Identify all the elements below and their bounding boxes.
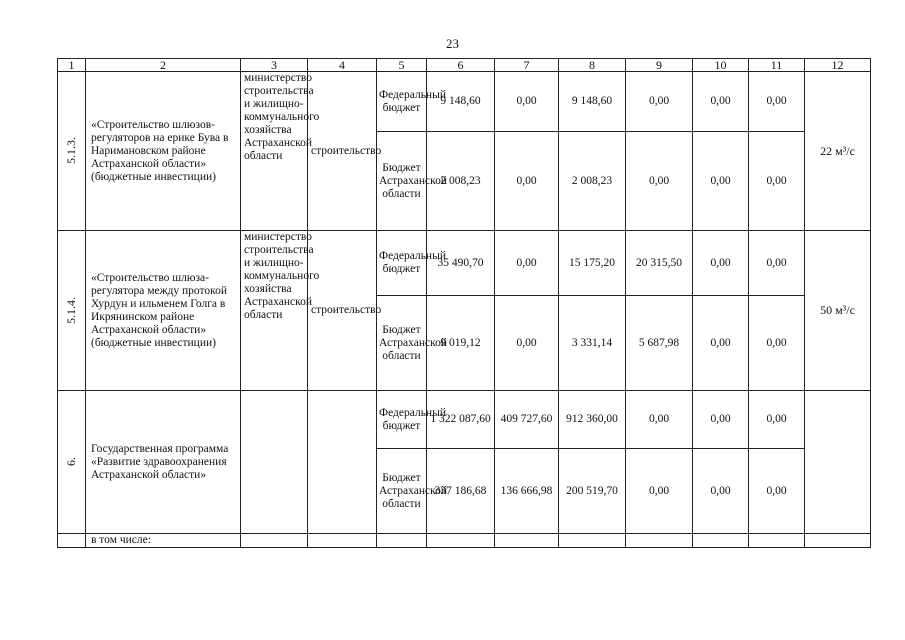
row-value: 0,00 [693,391,749,449]
footer-label: в том числе: [86,534,241,548]
row-value: 409 727,60 [495,391,559,449]
empty-cell [377,534,427,548]
header-cell: 11 [749,59,805,72]
header-cell: 10 [693,59,749,72]
row-value: 912 360,00 [559,391,626,449]
row-value: 9 148,60 [427,72,495,132]
footer-row [58,534,871,548]
row-value: 0,00 [693,132,749,231]
row-code: 5.1.3. [58,72,86,231]
empty-cell [58,534,86,548]
row-value: 0,00 [693,72,749,132]
row-value: 136 666,98 [495,449,559,534]
empty-cell [626,534,693,548]
row-source: Федеральный бюджет [377,72,427,132]
budget-table [57,58,871,548]
row-type [308,391,377,534]
row-code: 5.1.4. [58,231,86,391]
empty-cell [749,534,805,548]
row-value: 1 322 087,60 [427,391,495,449]
empty-cell [559,534,626,548]
row-value: 15 175,20 [559,231,626,296]
row-result: 22 м³/с [805,72,871,231]
header-cell: 7 [495,59,559,72]
row-source: Бюджет Астраханской области [377,132,427,231]
row-value: 200 519,70 [559,449,626,534]
row-value: 0,00 [626,132,693,231]
table-row [58,231,871,296]
row-value: 0,00 [693,296,749,391]
header-cell: 6 [427,59,495,72]
row-result [805,391,871,534]
row-name: «Строительство шлюзов-регуляторов на ерике Бува в Наримановском районе Астраханской области» (бюджетные инвестиции) [86,72,241,231]
row-executor [241,391,308,534]
row-name: «Строительство шлюза-регулятора между протокой Хурдун и ильменем Голга в Икрянинском районе Астраханской области» (бюджетные инвестиции) [86,231,241,391]
row-value: 0,00 [749,132,805,231]
row-executor: министерство строительства и жилищно-коммунального хозяйства Астраханской области [241,72,308,231]
row-value: 9 019,12 [427,296,495,391]
row-value: 2 008,23 [427,132,495,231]
empty-cell [693,534,749,548]
empty-cell [427,534,495,548]
header-cell: 1 [58,59,86,72]
row-source: Федеральный бюджет [377,391,427,449]
header-row [58,59,871,72]
row-value: 0,00 [749,296,805,391]
header-cell: 2 [86,59,241,72]
header-cell: 12 [805,59,871,72]
table-row [58,72,871,132]
row-value: 0,00 [495,72,559,132]
row-name: Государственная программа «Развитие здравоохранения Астраханской области» [86,391,241,534]
row-type: строительство [308,231,377,391]
row-source: Бюджет Астраханской области [377,449,427,534]
page-number: 23 [446,36,459,51]
row-value: 0,00 [495,132,559,231]
row-value: 3 331,14 [559,296,626,391]
row-value: 2 008,23 [559,132,626,231]
row-value: 0,00 [749,449,805,534]
row-value: 0,00 [626,391,693,449]
row-value: 0,00 [626,72,693,132]
row-value: 20 315,50 [626,231,693,296]
table-row [58,391,871,449]
header-cell: 9 [626,59,693,72]
row-value: 337 186,68 [427,449,495,534]
row-value: 0,00 [495,296,559,391]
row-value: 0,00 [749,72,805,132]
header-cell: 8 [559,59,626,72]
row-type: строительство [308,72,377,231]
row-source: Бюджет Астраханской области [377,296,427,391]
empty-cell [241,534,308,548]
row-code: 6. [58,391,86,534]
row-value: 0,00 [626,449,693,534]
row-value: 0,00 [749,231,805,296]
row-source: Федеральный бюджет [377,231,427,296]
row-value: 0,00 [693,449,749,534]
empty-cell [308,534,377,548]
header-cell: 4 [308,59,377,72]
header-cell: 3 [241,59,308,72]
row-value: 0,00 [749,391,805,449]
row-value: 0,00 [495,231,559,296]
empty-cell [495,534,559,548]
row-executor: министерство строительства и жилищно-коммунального хозяйства Астраханской области [241,231,308,391]
row-value: 9 148,60 [559,72,626,132]
empty-cell [805,534,871,548]
row-value: 5 687,98 [626,296,693,391]
row-result: 50 м³/с [805,231,871,391]
header-cell: 5 [377,59,427,72]
row-value: 35 490,70 [427,231,495,296]
row-value: 0,00 [693,231,749,296]
